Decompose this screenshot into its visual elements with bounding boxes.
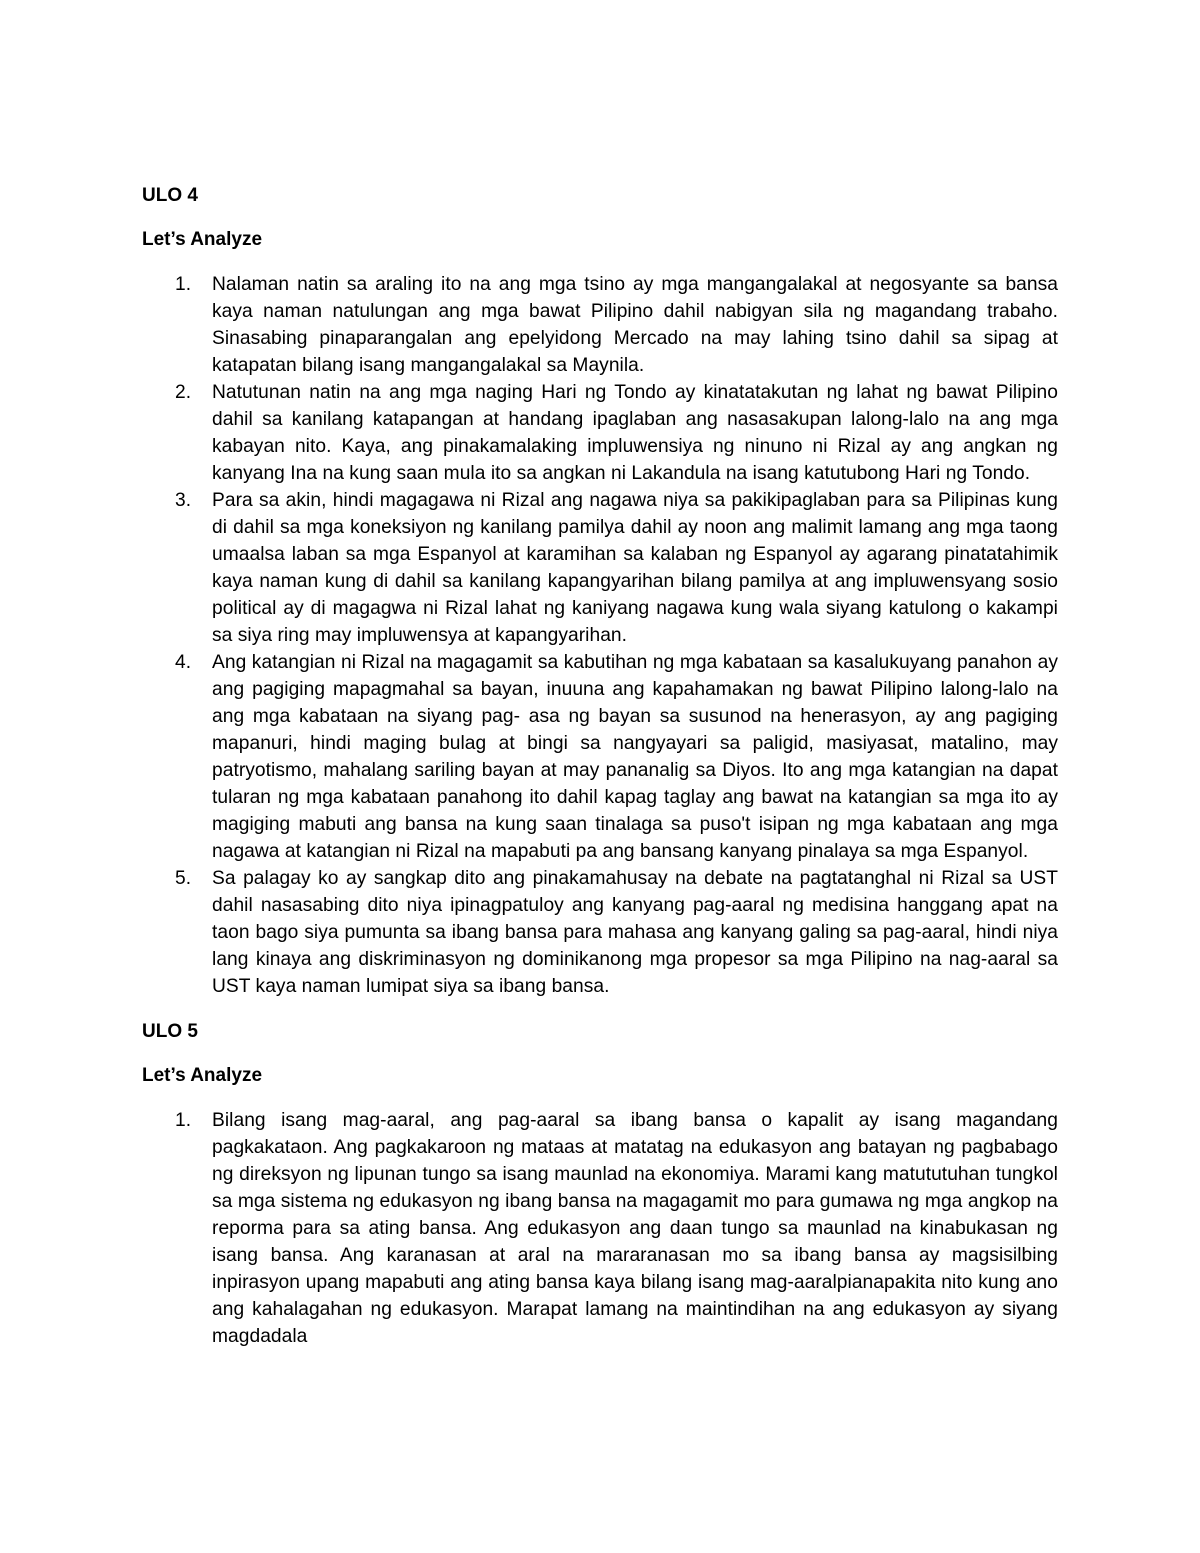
list-item-text: Sa palagay ko ay sangkap dito ang pinakamahusay na debate na pagtatanghal ni Rizal sa UST dahil nasasabing dito niya ipinagpatuloy ang kanyang pag-aaral ng medisina hanggang apat na taon bago siya pumunta sa ibang bansa para mahasa ang kanyang galing sa pag-aaral, hindi niya lang kinaya ang diskriminasyon ng dominikanong mga propesor sa mga Pilipino na nag-aaral sa UST kaya naman lumipat siya sa ibang bansa. xyxy=(212,868,1058,997)
list-item xyxy=(142,649,1058,865)
list-item xyxy=(142,379,1058,487)
list-item-number: 1. xyxy=(175,274,192,295)
list-item-text: Nalaman natin sa araling ito na ang mga tsino ay mga mangangalakal at negosyante sa bansa kaya naman natulungan ang mga bawat Pilipino dahil nabigyan sila ng magandang trabaho. Sinasabing pinaparangalan ang epelyidong Mercado na may lahing tsino dahil sa sipag at katapatan bilang isang mangangalakal sa Maynila. xyxy=(212,274,1058,376)
section-subheading: Let’s Analyze xyxy=(142,229,263,250)
list-item-number: 2. xyxy=(175,382,192,403)
list-item-text: Bilang isang mag-aaral, ang pag-aaral sa ibang bansa o kapalit ay isang magandang pagkakataon. Ang pagkakaroon ng mataas at matatag na edukasyon ang batayan ng pagbabago ng direksyon ng lipunan tungo sa isang maunlad na ekonomiya. Marami kang matututuhan tungkol sa mga sistema ng edukasyon ng ibang bansa na magagamit mo para gumawa ng mga angkop na reporma para sa ating bansa. Ang edukasyon ang daan tungo sa maunlad na kinabukasan ng isang bansa. Ang karanasan at aral na mararanasan mo sa ibang bansa ay magsisilbing inpirasyon upang mapabuti ang ating bansa kaya bilang isang mag-aaralpianapakita nito kung ano ang kahalagahan ng edukasyon. Marapat lamang na maintindihan na ang edukasyon ay siyang magdadala xyxy=(212,1110,1058,1347)
document-content xyxy=(142,182,1058,1350)
list-item xyxy=(142,271,1058,379)
list-item-number: 5. xyxy=(175,868,192,889)
list-item xyxy=(142,487,1058,649)
answer-list xyxy=(142,1107,1058,1350)
list-item-text: Para sa akin, hindi magagawa ni Rizal ang nagawa niya sa pakikipaglaban para sa Pilipinas kung di dahil sa mga koneksiyon ng kanilang pamilya dahil ay noon ang malimit lamang ang mga taong umaalsa laban sa mga Espanyol at karamihan sa kalaban ng Espanyol ay agarang pinatatahimik kaya naman kung di dahil sa kanilang kapangyarihan bilang pamilya at ang impluwensyang sosio political ay di magagwa ni Rizal lahat ng kaniyang nagawa kung wala siyang katulong o kakampi sa siya ring may impluwensya at kapangyarihan. xyxy=(212,490,1058,646)
list-item xyxy=(142,1107,1058,1350)
section-ulo-4 xyxy=(142,182,1058,1000)
list-item xyxy=(142,865,1058,1000)
list-item-number: 3. xyxy=(175,490,192,511)
list-item-text: Ang katangian ni Rizal na magagamit sa kabutihan ng mga kabataan sa kasalukuyang panahon ay ang pagiging mapagmahal sa bayan, inuuna ang kapahamakan ng bawat Pilipino lalong-lalo na ang mga kabataan na siyang pag- asa ng bayan sa susunod na henerasyon, ay ang pagiging mapanuri, hindi maging bulag at bingi sa nangyayari sa paligid, masiyasat, matalino, may patryotismo, mahalang sariling bayan at may pananalig sa Diyos. Ito ang mga katangian na dapat tularan ng mga kabataan panahong ito dahil kapag taglay ang bawat na katangian sa mga ito ay magiging mabuti ang bansa na kung saan tinalaga sa puso't isipan ng mga kabataan ang mga nagawa at katangian ni Rizal na mapabuti pa ang bansang kanyang pinalaya sa mga Espanyol. xyxy=(212,652,1058,862)
answer-list xyxy=(142,271,1058,1000)
list-item-number: 4. xyxy=(175,652,192,673)
list-item-number: 1. xyxy=(175,1110,192,1131)
section-heading: ULO 5 xyxy=(142,1021,198,1042)
section-ulo-5 xyxy=(142,1018,1058,1350)
section-heading: ULO 4 xyxy=(142,185,198,206)
section-subheading: Let’s Analyze xyxy=(142,1065,263,1086)
list-item-text: Natutunan natin na ang mga naging Hari ng Tondo ay kinatatakutan ng lahat ng bawat Pilipino dahil sa kanilang katapangan at handang ipaglaban ang nasasakupan lalong-lalo na ang mga kabayan nito. Kaya, ang pinakamalaking impluwensiya ng ninuno ni Rizal ay ang angkan ng kanyang Ina na kung saan mula ito sa angkan ni Lakandula na isang katutubong Hari ng Tondo. xyxy=(212,382,1058,484)
